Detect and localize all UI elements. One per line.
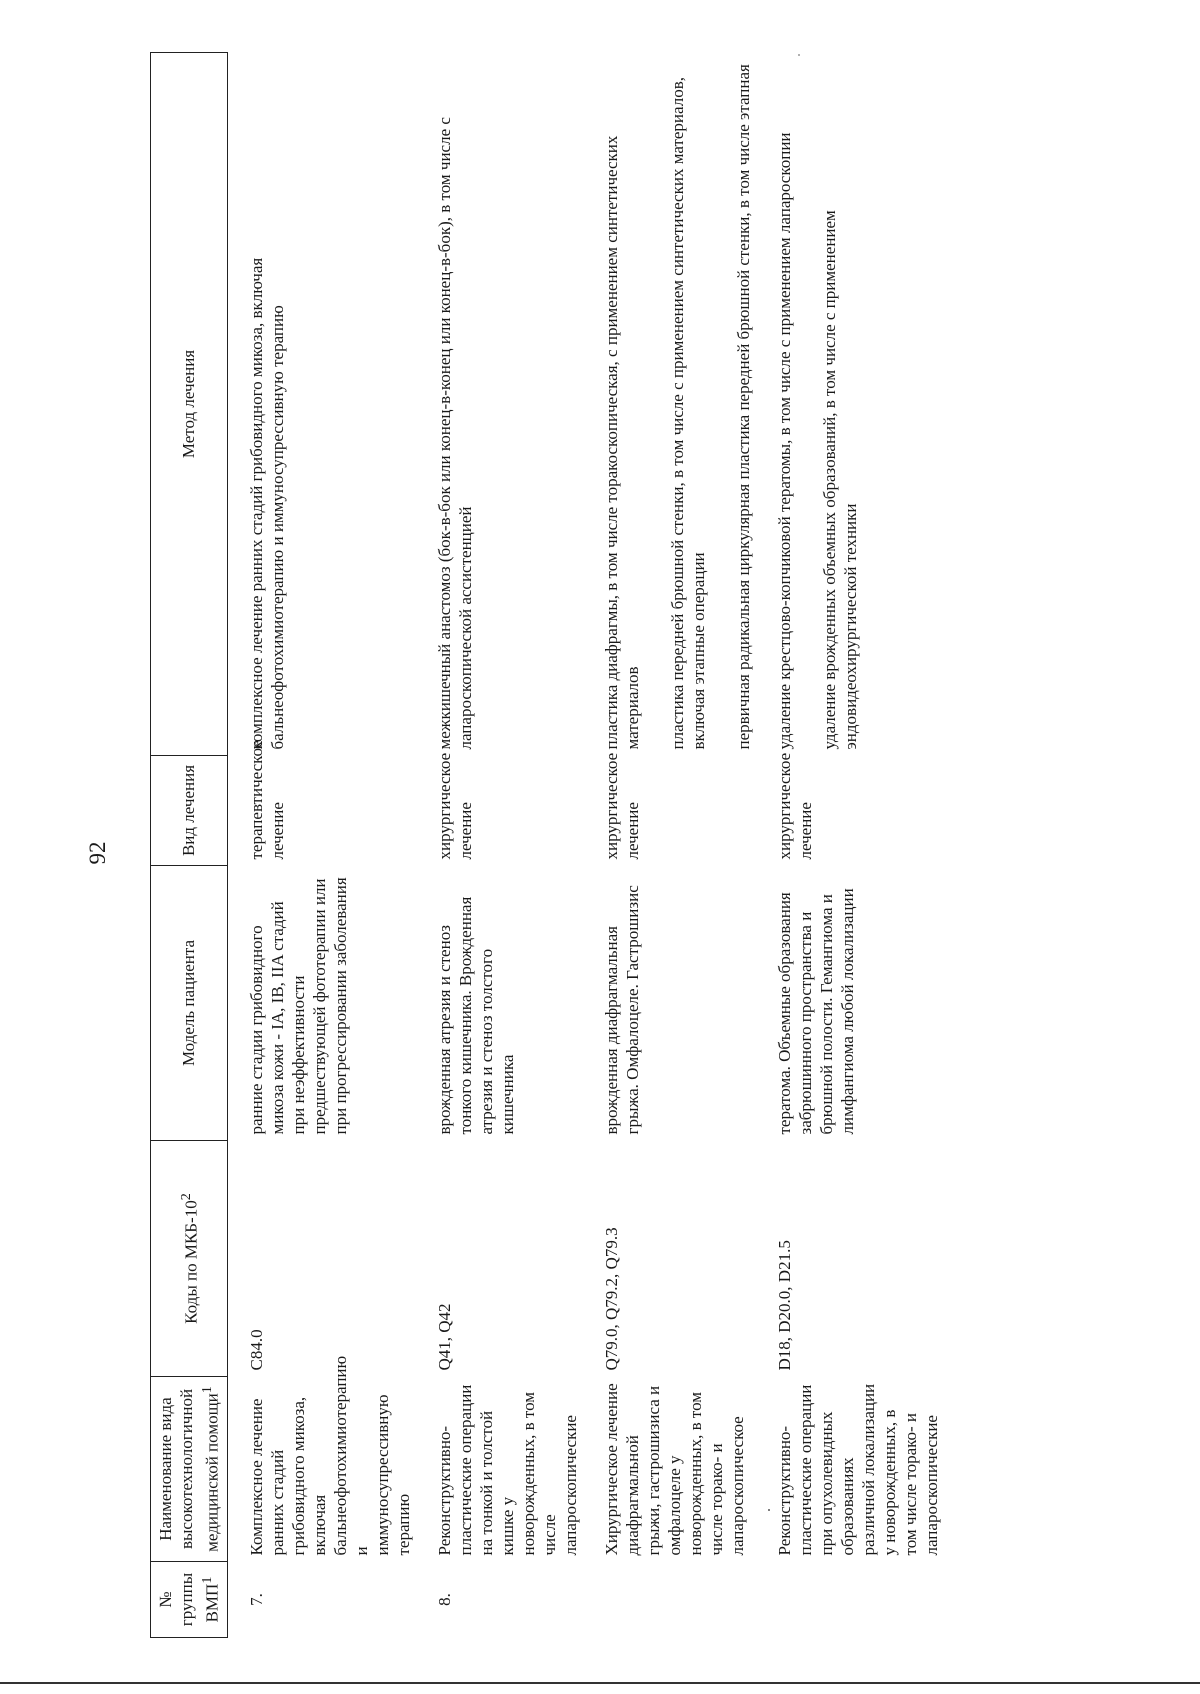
header-icd-codes-footnote: 2: [178, 1193, 194, 1201]
header-icd-codes-text: Коды по МКБ-10: [181, 1200, 201, 1324]
cell-icd-codes: Q79.0, Q79.2, Q79.3: [601, 1227, 621, 1371]
treatment-table: [150, 52, 942, 1638]
cell-group-number: [754, 1562, 942, 1638]
cell-treatment-method: [227, 53, 414, 756]
cell-group-number: [581, 1562, 754, 1638]
cell-care-type: Реконструктивно-пластические операции при опухолевидных образованиях различной локализации у новорожденных, в том числе торако- и лапароскопические: [774, 1383, 941, 1556]
method-item: удаление крестцово-копчиковой тератомы, в том числе с применением лапароскопии: [774, 132, 794, 750]
header-icd-codes: [151, 1141, 228, 1377]
scan-speck: [768, 1509, 770, 1511]
method-item: удаление врожденных объемных образований, в том числе с применением эндовидеохирургической техники: [819, 210, 860, 750]
header-care-type-line1: Наименование вида: [156, 1397, 175, 1541]
header-treatment-kind: Вид лечения: [151, 756, 228, 866]
cell-treatment-kind: хирургическое лечение: [774, 752, 815, 860]
header-group-number-line1: №: [156, 1591, 175, 1608]
cell-care-type: Комплексное лечение ранних стадий грибовидного микоза, включая бальнеофотохимиотерапию и иммуносупрессивную терапию: [246, 1355, 413, 1556]
cell-care-type: Реконструктивно-пластические операции на тонкой и толстой кишке у новорожденных, в том числе лапароскопические: [434, 1384, 580, 1556]
header-care-type-line2: высокотехнологичной: [177, 1388, 196, 1550]
page-bottom-rule: [0, 1682, 1200, 1684]
header-group-number-line2: группы: [177, 1572, 196, 1627]
table-header-row: [151, 53, 228, 1638]
header-treatment-method: Метод лечения: [151, 53, 228, 756]
page-number: 92: [85, 841, 110, 865]
table-row: [414, 53, 581, 1638]
cell-treatment-kind: хирургическое лечение: [434, 752, 475, 860]
header-care-type-text: медицинской помощи: [202, 1393, 222, 1552]
rotated-table-wrapper: [150, 53, 1190, 1638]
cell-patient-model: врожденная атрезия и стеноз тонкого кишечника. Врожденная атрезия и стеноз толстого кишечника: [434, 896, 517, 1135]
cell-patient-model: врожденная диафрагмальная грыжа. Омфалоцеле. Гастрошизис: [601, 885, 642, 1135]
method-item: пластика диафрагмы, в том числе торакоскопическая, с применением синтетических материалов: [601, 135, 642, 750]
method-item: комплексное лечение ранних стадий грибовидного микоза, включая бальнеофотохимиотерапию и иммуносупрессивную терапию: [246, 257, 287, 750]
cell-treatment-method: [581, 53, 754, 756]
method-item: пластика передней брюшной стенки, в том числе с применением синтетических материалов, включая этапные операции: [667, 77, 708, 750]
table-row: [581, 53, 754, 1638]
header-care-type-line3: [197, 1383, 223, 1555]
cell-group-number: 7.: [246, 1593, 266, 1606]
cell-treatment-kind: терапевтическое лечение: [246, 740, 287, 860]
cell-icd-codes: C84.0: [246, 1329, 266, 1371]
header-care-type: [151, 1377, 228, 1562]
method-item: межкишечный анастомоз (бок-в-бок или конец-в-конец или конец-в-бок), в том числе с лапароскопической ассистенцией: [434, 117, 475, 750]
header-care-type-footnote: 1: [199, 1386, 215, 1394]
header-group-number-line3: [197, 1568, 223, 1631]
header-group-number: [151, 1562, 228, 1638]
method-item: первичная радикальная циркулярная пластика передней брюшной стенки, в том числе этапная: [733, 64, 753, 750]
cell-patient-model: ранние стадии грибовидного микоза кожи - IA, IB, IIA стадий при неэффективности предшествующей фототерапии или при прогрессировании заболевания: [246, 877, 350, 1135]
cell-icd-codes: D18, D20.0, D21.5: [774, 1240, 794, 1371]
table-row: [754, 53, 942, 1638]
cell-treatment-method: [414, 53, 581, 756]
cell-group-number: 8.: [434, 1593, 454, 1606]
cell-treatment-method: [754, 53, 942, 756]
cell-icd-codes: Q41, Q42: [434, 1303, 454, 1371]
header-group-number-footnote: 1: [199, 1576, 215, 1584]
header-group-number-text: ВМП: [202, 1583, 222, 1623]
cell-patient-model: тератома. Объемные образования забрюшинного пространства и брюшной полости. Гемангиома и лимфангиома любой локализации: [774, 888, 857, 1135]
header-patient-model: Модель пациента: [151, 866, 228, 1141]
table-row: [227, 53, 414, 1638]
cell-care-type: Хирургическое лечение диафрагмальной грыжи, гастрошизиса и омфалоцеле у новорожденных, в том числе торако- и лапароскопическое: [601, 1383, 747, 1556]
scan-speck: [798, 54, 800, 56]
cell-treatment-kind: хирургическое лечение: [601, 752, 642, 860]
